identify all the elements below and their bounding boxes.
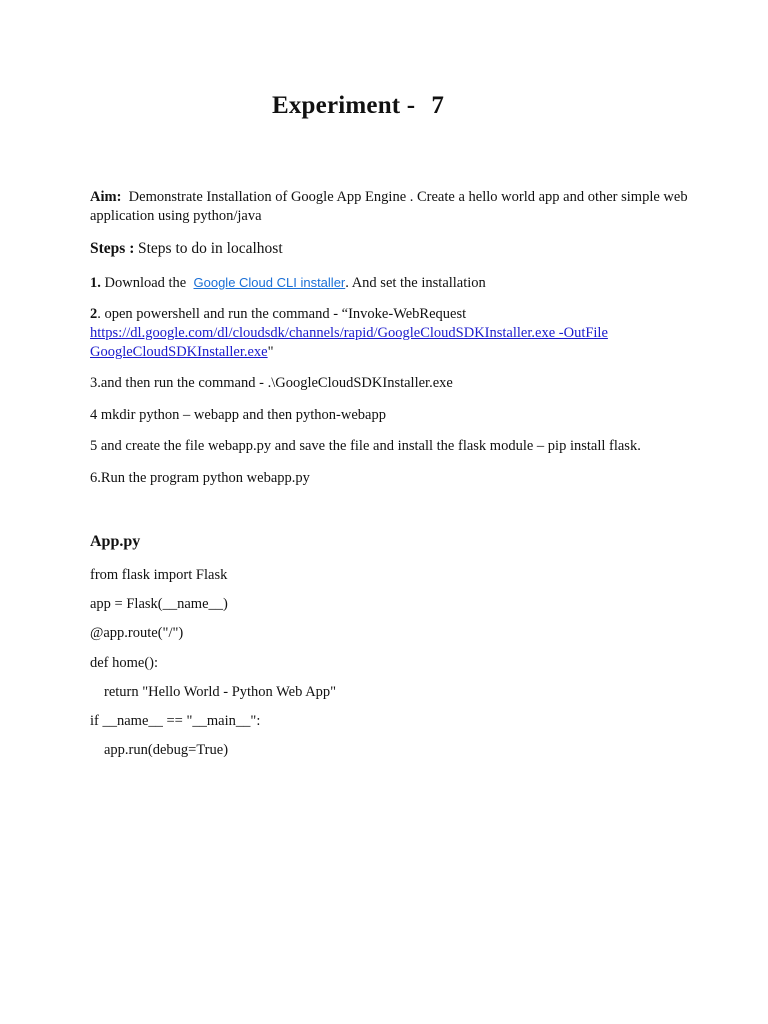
step-2-number: 2 (90, 306, 98, 322)
step-2-pre: . open powershell and run the command - “Invoke-WebRequest (97, 306, 467, 322)
step-1 (90, 273, 690, 293)
step-4: 4 mkdir python – webapp and then python-webapp (90, 407, 386, 423)
code-line: app = Flask(__name__) (90, 596, 228, 612)
code-line: app.run(debug=True) (104, 742, 229, 758)
title-number: 7 (431, 92, 445, 119)
code-line: return "Hello World - Python Web App" (104, 684, 337, 700)
code-line: if __name__ == "__main__": (90, 713, 261, 729)
code-line: def home(): (90, 655, 159, 671)
page-title (0, 92, 716, 120)
gcloud-installer-link[interactable]: Google Cloud CLI installer (193, 275, 346, 290)
title-prefix: Experiment - (271, 92, 416, 119)
aim-paragraph (90, 188, 690, 226)
step-1-pre: Download the (104, 275, 187, 291)
step-6: 6.Run the program python webapp.py (90, 470, 310, 486)
aim-text: Demonstrate Installation of Google App Engine . Create a hello world app and other simple web application using python/java (90, 189, 688, 224)
step-1-post: . And set the installation (345, 275, 486, 291)
code-line: @app.route("/") (90, 625, 184, 641)
steps-text: Steps to do in localhost (137, 240, 283, 257)
steps-heading (90, 239, 690, 259)
aim-label: Aim: (90, 189, 122, 205)
steps-label: Steps : (90, 240, 135, 257)
step-3: 3.and then run the command - .\GoogleCloudSDKInstaller.exe (90, 375, 453, 391)
step-2-post: " (267, 344, 274, 360)
step-1-number: 1. (90, 275, 101, 291)
step-2 (90, 305, 690, 362)
step-5: 5 and create the file webapp.py and save the file and install the flask module – pip install flask. (90, 438, 641, 454)
app-file-title: App.py (90, 533, 141, 550)
code-line: from flask import Flask (90, 567, 228, 583)
sdk-download-link[interactable]: https://dl.google.com/dl/cloudsdk/channels/rapid/GoogleCloudSDKInstaller.exe -OutFile GoogleCloudSDKInstaller.exe (90, 325, 608, 360)
